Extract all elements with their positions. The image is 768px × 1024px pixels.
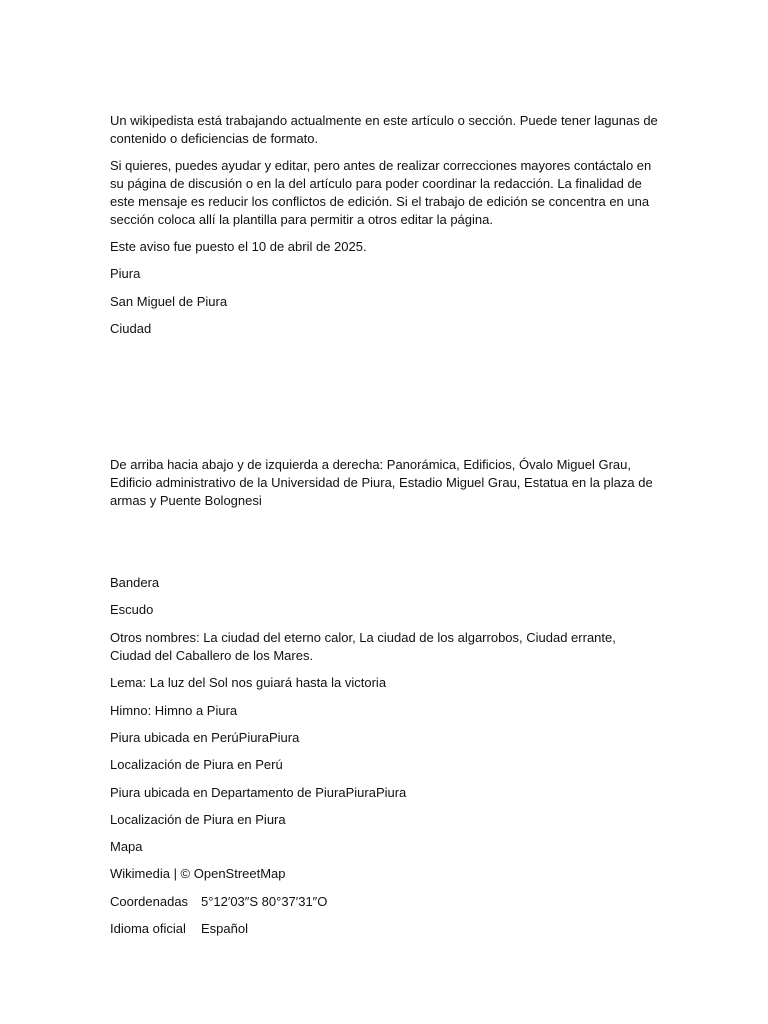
language-row xyxy=(110,920,248,938)
wip-notice-text: Un wikipedista está trabajando actualmente en este artículo o sección. Puede tener lagunas de contenido o deficiencias de formato. xyxy=(110,113,658,146)
map-department-caption: Localización de Piura en Piura xyxy=(110,812,286,827)
image-caption: De arriba hacia abajo y de izquierda a derecha: Panorámica, Edificios, Óvalo Miguel Grau, Edificio administrativo de la Universidad de Piura, Estadio Miguel Grau, Estatua en la plaza de armas y Puente Bolognesi xyxy=(110,457,653,508)
map-credit: Wikimedia | © OpenStreetMap xyxy=(110,866,286,881)
map-peru-alt: Piura ubicada en PerúPiuraPiura xyxy=(110,730,300,745)
language-value: Español xyxy=(201,921,248,936)
coordinates-label: Coordenadas xyxy=(110,894,189,909)
map-peru-caption: Localización de Piura en Perú xyxy=(110,757,283,772)
city-name: Piura xyxy=(110,266,141,281)
anthem: Himno: Himno a Piura xyxy=(110,703,238,718)
city-full-name: San Miguel de Piura xyxy=(110,294,228,309)
nicknames: Otros nombres: La ciudad del eterno calor, La ciudad de los algarrobos, Ciudad errante, Ciudad del Caballero de los Mares. xyxy=(110,630,616,663)
wip-notice-date: Este aviso fue puesto el 10 de abril de 2025. xyxy=(110,239,367,254)
flag-label: Bandera xyxy=(110,575,160,590)
language-label: Idioma oficial xyxy=(110,921,186,936)
wip-notice-instructions: Si quieres, puedes ayudar y editar, pero antes de realizar correcciones mayores contáctalo en su página de discusión o en la del artículo para poder coordinar la redacción. La finalidad de este mensaje es reducir los conflictos de edición. Si el trabajo de edición se concentra en una sección coloca allí la plantilla para permitir a otros editar la página. xyxy=(110,158,652,227)
coordinates-row xyxy=(110,893,327,911)
shield-label: Escudo xyxy=(110,602,154,617)
map-department-alt: Piura ubicada en Departamento de PiuraPiuraPiura xyxy=(110,785,407,800)
city-type: Ciudad xyxy=(110,321,152,336)
motto: Lema: La luz del Sol nos guiará hasta la victoria xyxy=(110,675,387,690)
map-label: Mapa xyxy=(110,839,143,854)
coordinates-value[interactable]: 5°12′03″S 80°37′31″O xyxy=(201,894,328,909)
